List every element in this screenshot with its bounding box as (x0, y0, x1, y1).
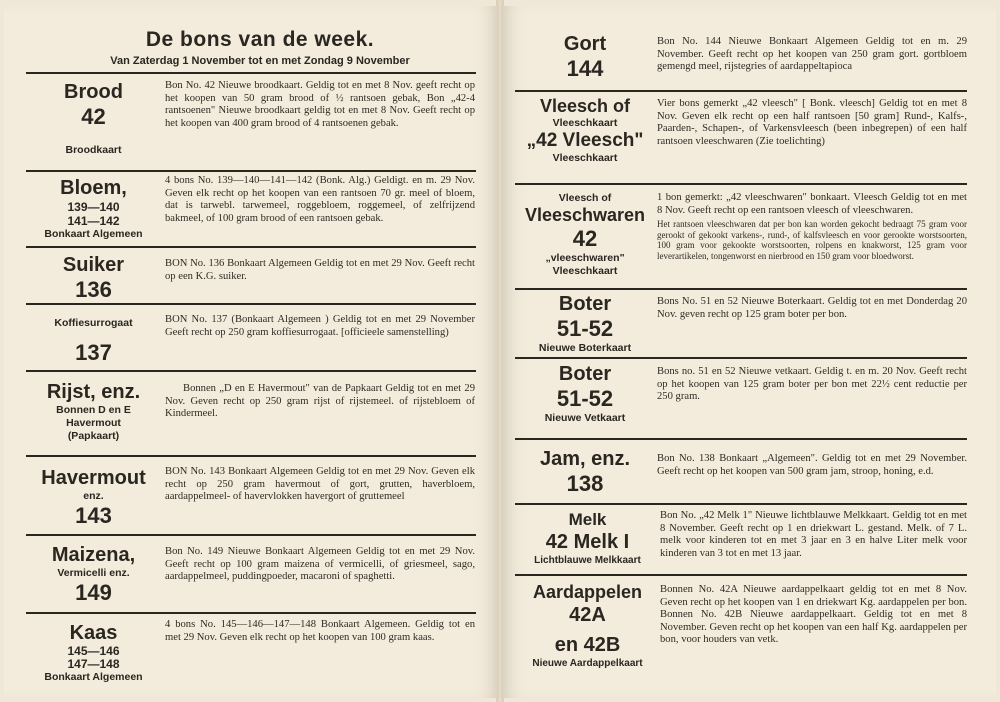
divider (26, 170, 476, 172)
divider (26, 246, 476, 248)
entry-text-vleesch: Vier bons gemerkt „42 vleesch" [ Bonk. vleesch] Geldig tot en met 8 Nov. Geven elk recht op een half rantsoen [50 gram] Rund-, Kalfs-, Paarden-, Schapen-, of Varkensvleesch (been inbegrepen) of een half rantsoen vleeschwaren (Zie toelichting) (657, 98, 967, 147)
entry-label-jam: Jam, enz. 138 (539, 448, 631, 496)
entry-text-boter: Bons No. 51 en 52 Nieuwe Boterkaart. Geldig tot en met Donderdag 20 Nov. geven recht op 125 gram boter per bon. (657, 296, 967, 320)
divider (515, 183, 967, 185)
entry-text-boter-vetkaart: Bons no. 51 en 52 Nieuwe vetkaart. Geldig t. en m. 20 Nov. Geeft recht op het koopen van 125 gram boter per bon met 22½ cent reductie per 250 gram. (657, 366, 967, 403)
entry-label-vleesch: Vleesch of Vleeschkaart „42 Vleesch" Vleeschkaart (526, 96, 644, 164)
divider (26, 534, 476, 536)
divider (26, 612, 476, 614)
entry-label-boter: Boter 51-52 Nieuwe Boterkaart (538, 293, 632, 354)
entry-label-aardappelen: Aardappelen 42A en 42B Nieuwe Aardappelkaart (532, 582, 643, 669)
entry-label-rijst: Rijst, enz. Bonnen D en E Havermout (Papkaart) (46, 381, 141, 442)
divider (515, 357, 967, 359)
entry-text-koffiesurrogaat: BON No. 137 (Bonkaart Algemeen ) Geldig tot en met 29 November Geeft recht op 250 gram koffiesurrogaat. [officieele samenstelling) (165, 314, 475, 338)
entry-text-kaas: 4 bons No. 145—146—147—148 Bonkaart Algemeen. Geldig tot en met 29 Nov. Geven elk recht op het koopen van 100 gram kaas. (165, 619, 475, 643)
entry-label-brood: Brood 42 Broodkaart (64, 81, 123, 156)
entry-text-aardappelen: Bonnen No. 42A Nieuwe aardappelkaart geldig tot en met 8 Nov. Geven recht op het koopen van 1 en driekwart Kg. aardappelen per bon. Bonnen No. 42B Nieuwe aardappelkaart. Geldig tot en met 8 November. Geven recht op het koopen van een half Kg. aardappelen per bon, voor houders van vetk. (660, 584, 967, 646)
divider (26, 303, 476, 305)
entry-label-melk: Melk 42 Melk I Lichtblauwe Melkkaart (534, 510, 641, 566)
entry-label-maizena: Maizena, Vermicelli enz. 149 (51, 544, 136, 605)
divider (515, 574, 967, 576)
entry-label-suiker: Suiker 136 (62, 254, 125, 302)
entry-text-maizena: Bon No. 149 Nieuwe Bonkaart Algemeen Geldig tot en met 29 Nov. Geeft recht op 100 gram maizena of vermicelli, of griesmeel, sago, aardappelmeel, puddingpoeder, macaroni of spaghetti. (165, 546, 475, 583)
entry-text-rijst: Bonnen „D en E Havermout" van de Papkaart Geldig tot en met 29 Nov. Geven recht op 250 gram rijst of rijstemeel. of rijstebloem of Kindermeel. (165, 383, 475, 420)
entry-note-vleeschwaren: Het rantsoen vleeschwaren dat per bon kan worden gekocht bedraagt 75 gram voor gerookt of gekookt varkens-, rund-, of kalfsvleesch en voor gerookte worstsoorten, 100 gram voor gekookte worstsoorten, rolpens en knakworst, 125 gram voor leverartikelen, tongenworst en nierbrood en 150 gram voor bloedworst. (657, 219, 967, 261)
entry-text-vleeschwaren: 1 bon gemerkt: „42 vleeschwaren" bonkaart. Vleesch Geldig tot en met 8 Nov. Geeft recht op een rantsoen vleesch of vleeschwaren. (657, 192, 967, 216)
entry-text-havermout: BON No. 143 Bonkaart Algemeen Geldig tot en met 29 Nov. Geven elk recht op 250 gram havermout of gort, grutten, haverbloem, aardappelmeel- of havervlokken havergort of gruttemeel (165, 466, 475, 503)
divider (26, 455, 476, 457)
divider (26, 72, 476, 74)
page-title: De bons van de week. (145, 28, 375, 51)
entry-text-gort: Bon No. 144 Nieuwe Bonkaart Algemeen Geldig tot en m. 29 November. Geeft recht op het koopen van 250 gram gort. gortbloem gemengd meel, rijstegries of aardappeltapioca (657, 36, 967, 73)
entry-label-gort: Gort 144 (563, 33, 607, 81)
entry-text-brood: Bon No. 42 Nieuwe broodkaart. Geldig tot en met 8 Nov. geeft recht op het koopen van 50 gram brood of ½ rantsoen gebak, Bon „42-4 rantsoenen" Nieuwe broodkaart geldig tot en met 8 Nov. Geeft recht op het koopen van 400 gram brood of 4 rantsoenen gebak. (165, 80, 475, 129)
divider (515, 438, 967, 440)
divider (26, 370, 476, 372)
entry-text-suiker: BON No. 136 Bonkaart Algemeen Geldig tot en met 29 Nov. Geeft recht op een K.G. suiker. (165, 258, 475, 282)
entry-label-havermout: Havermout enz. 143 (41, 467, 146, 528)
entry-label-bloem: Bloem, 139—140 141—142 Bonkaart Algemeen (44, 177, 143, 240)
entry-text-melk: Bon No. „42 Melk 1" Nieuwe lichtblauwe Melkkaart. Geldig tot en met 8 November. Geeft recht op 1 en driekwart L. gestand. Melk. of 7 L. melk voor kinderen tot en met 3 jaar en 3 en halve Liter melk voor kinderen van 3 tot en met 13 jaar. (660, 510, 967, 559)
divider (515, 503, 967, 505)
entry-label-boter-vetkaart: Boter 51-52 Nieuwe Vetkaart (544, 363, 626, 424)
entry-label-koffiesurrogaat: Koffiesurrogaat 137 (54, 317, 133, 365)
entry-text-bloem: 4 bons No. 139—140—141—142 (Bonk. Alg.) Geldigt. en m. 29 Nov. Geven elk recht op het koopen van een rantsoen 70 gr. meel of bloem, dat is tarwebl. tarwemeel, roggebloem, roggemeel, of zelfrijzend bakmeel, of 100 gram brood of een rantsoen gebak. (165, 175, 475, 224)
entry-label-kaas: Kaas 145—146 147—148 Bonkaart Algemeen (44, 622, 143, 683)
divider (515, 288, 967, 290)
entry-text-jam: Bon No. 138 Bonkaart „Algemeen". Geldig tot en met 29 November. Geeft recht op het koopen van 500 gram jam, stroop, honing, e.d. (657, 453, 967, 477)
page-subtitle: Van Zaterdag 1 November tot en met Zondag 9 November (110, 55, 410, 67)
divider (515, 90, 967, 92)
entry-label-vleeschwaren: Vleesch of Vleeschwaren 42 „vleeschwaren" Vleeschkaart (524, 192, 646, 277)
